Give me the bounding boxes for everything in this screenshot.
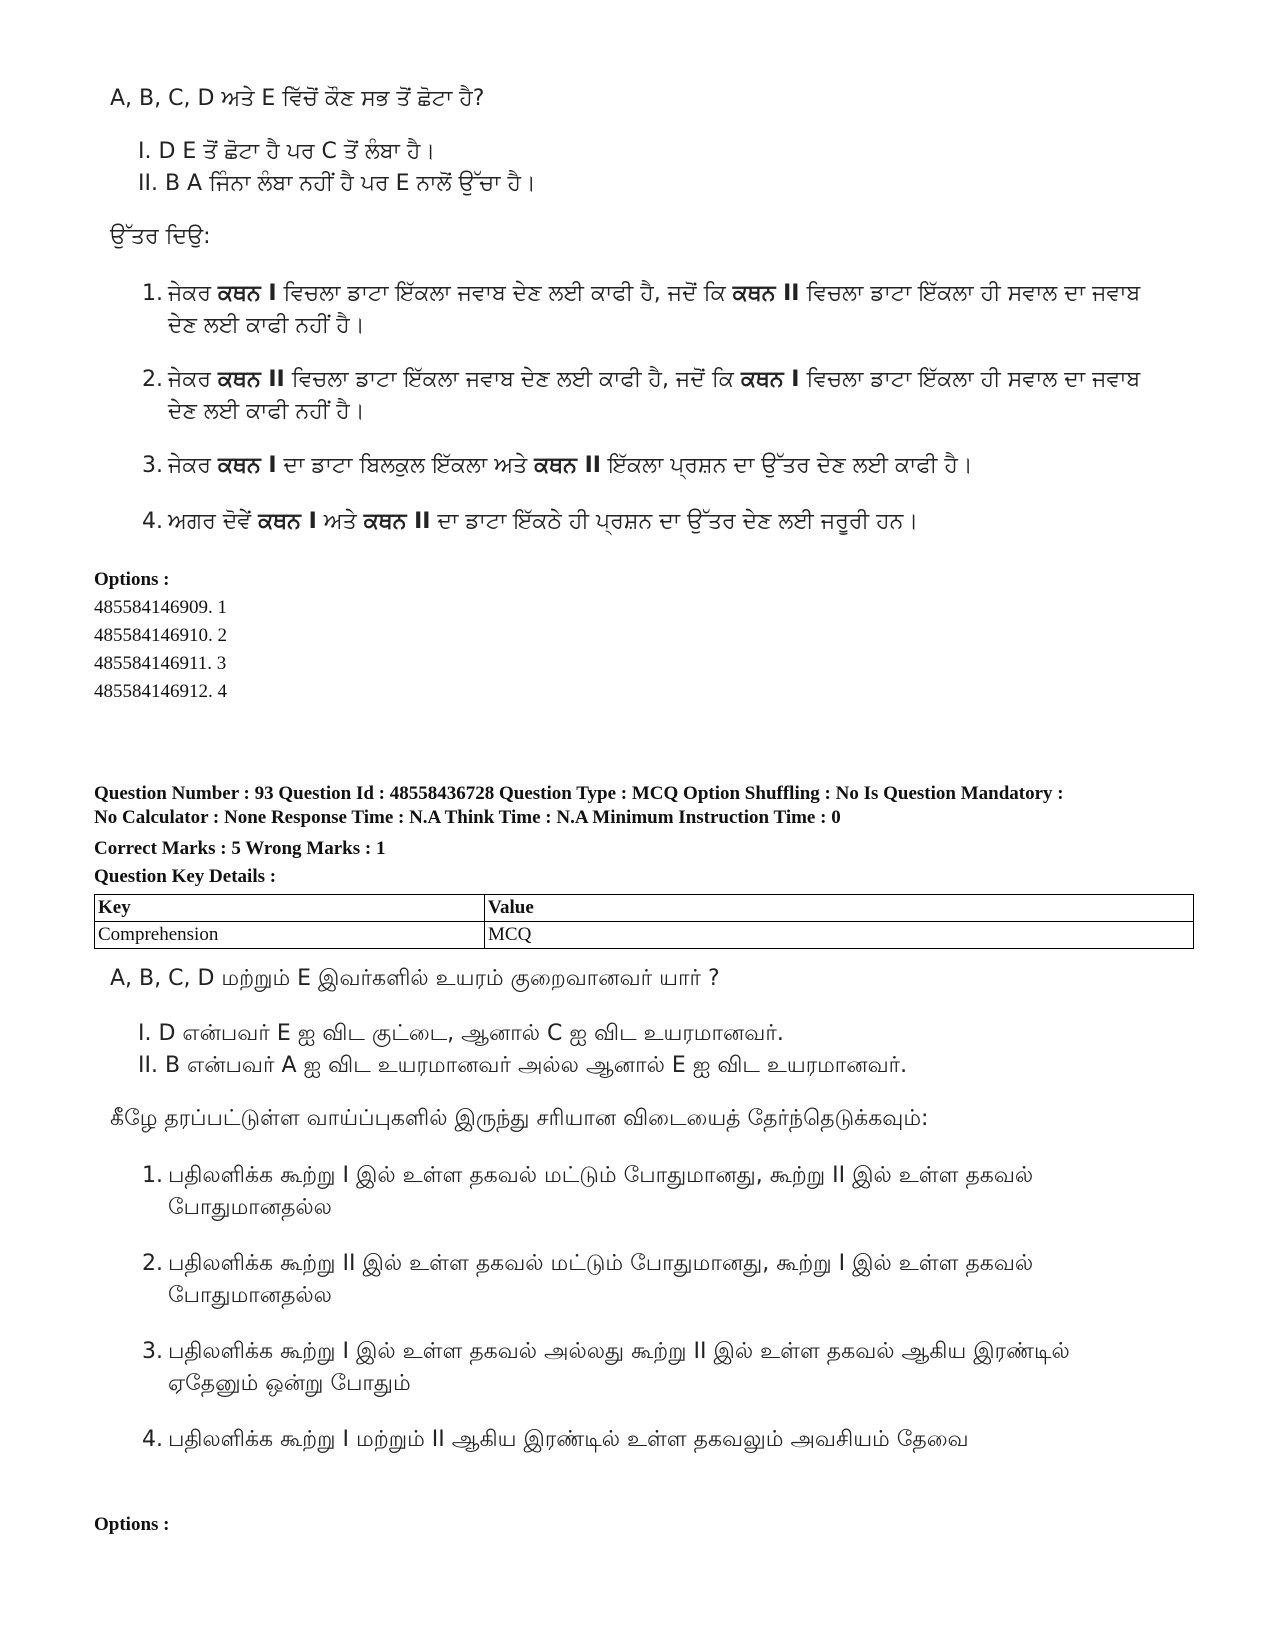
option-text: பதிலளிக்க கூற்று I மற்றும் II ஆகிய இரண்டில் உள்ள தகவலும் அவசியம் தேவை (168, 1427, 969, 1452)
option-text: பதிலளிக்க கூற்று II இல் உள்ள தகவல் மட்டும் போதுமானது, கூற்று I இல் உள்ள தகவல் போதுமானதல்ல (168, 1251, 1034, 1308)
key-details-heading: Question Key Details : (94, 866, 277, 887)
tamil-option-3 (110, 1336, 1070, 1400)
punjabi-option-4 (110, 506, 1210, 538)
options-heading-2: Options : (94, 1514, 170, 1535)
table-cell-value: MCQ (485, 922, 1194, 949)
option-id-1: 485584146909. 1 (94, 597, 227, 618)
option-text: பதிலளிக்க கூற்று I இல் உள்ள தகவல் அல்லது கூற்று II இல் உள்ள தகவல் ஆகிய இரண்டில் ஏதேனும் ஒன்று போதும் (168, 1339, 1070, 1396)
table-header-row (95, 895, 1194, 922)
tamil-question-stem: A, B, C, D மற்றும் E இவர்களில் உயரம் குறைவானவர் யார் ? (110, 966, 720, 991)
option-number: 2. (142, 1251, 163, 1276)
tamil-option-4 (110, 1424, 1070, 1456)
option-id-3: 485584146911. 3 (94, 653, 227, 674)
option-text: பதிலளிக்க கூற்று I இல் உள்ள தகவல் மட்டும் போதுமானது, கூற்று II இல் உள்ள தகவல் போதுமானதல்ல (168, 1163, 1034, 1220)
option-number: 2. (142, 367, 163, 392)
table-row (95, 922, 1194, 949)
tamil-option-2 (110, 1248, 1140, 1312)
question-meta-line-2: No Calculator : None Response Time : N.A Think Time : N.A Minimum Instruction Time : 0 (94, 807, 841, 828)
punjabi-statements (110, 136, 1210, 200)
option-number: 1. (142, 1163, 163, 1188)
option-text: ਜੇਕਰ ਕਥਨ I ਵਿਚਲਾ ਡਾਟਾ ਇੱਕਲਾ ਜਵਾਬ ਦੇਣ ਲਈ ਕਾਫੀ ਹੈ, ਜਦੋਂ ਕਿ ਕਥਨ II ਵਿਚਲਾ ਡਾਟਾ ਇੱਕਲਾ ਹੀ ਸਵਾਲ ਦਾ ਜਵਾਬ ਦੇਣ ਲਈ ਕਾਫੀ ਨਹੀਂ ਹੈ। (168, 281, 1141, 338)
tamil-answer-prompt: கீழே தரப்பட்டுள்ள வாய்ப்புகளில் இருந்து சரியான விடையைத் தேர்ந்தெடுக்கவும்: (110, 1106, 929, 1131)
punjabi-option-3 (110, 450, 1210, 482)
tamil-statement-2: II. B என்பவர் A ஐ விட உயரமானவர் அல்ல ஆனால் E ஐ விட உயரமானவர். (138, 1053, 908, 1078)
tamil-statements (110, 1018, 1210, 1082)
punjabi-option-2 (110, 364, 1150, 428)
punjabi-answer-prompt: ਉੱਤਰ ਦਿਉ: (110, 224, 211, 249)
tamil-statement-1: I. D என்பவர் E ஐ விட குட்டை, ஆனால் C ஐ விட உயரமானவர். (138, 1021, 784, 1046)
question-meta-line-1: Question Number : 93 Question Id : 48558436728 Question Type : MCQ Option Shuffling : No Is Question Mandatory : (94, 783, 1064, 804)
question-meta (94, 782, 1204, 830)
punjabi-question-stem: A, B, C, D ਅਤੇ E ਵਿੱਚੋਂ ਕੌਣ ਸਭ ਤੋਂ ਛੋਟਾ ਹੈ? (110, 86, 485, 111)
table-cell-key: Comprehension (95, 922, 485, 949)
option-number: 3. (142, 1339, 163, 1364)
option-number: 1. (142, 281, 163, 306)
key-details-table (94, 894, 1194, 949)
option-text: ਜੇਕਰ ਕਥਨ II ਵਿਚਲਾ ਡਾਟਾ ਇੱਕਲਾ ਜਵਾਬ ਦੇਣ ਲਈ ਕਾਫੀ ਹੈ, ਜਦੋਂ ਕਿ ਕਥਨ I ਵਿਚਲਾ ਡਾਟਾ ਇੱਕਲਾ ਹੀ ਸਵਾਲ ਦਾ ਜਵਾਬ ਦੇਣ ਲਈ ਕਾਫੀ ਨਹੀਂ ਹੈ। (168, 367, 1141, 424)
option-id-2: 485584146910. 2 (94, 625, 227, 646)
punjabi-option-1 (110, 278, 1150, 342)
option-number: 4. (142, 509, 163, 534)
options-heading: Options : (94, 569, 170, 590)
punjabi-statement-2: II. B A ਜਿੰਨਾ ਲੰਬਾ ਨਹੀਂ ਹੈ ਪਰ E ਨਾਲੋਂ ਉੱਚਾ ਹੈ। (138, 171, 536, 196)
options-list-1 (94, 566, 227, 706)
option-text: ਜੇਕਰ ਕਥਨ I ਦਾ ਡਾਟਾ ਬਿਲਕੁਲ ਇੱਕਲਾ ਅਤੇ ਕਥਨ II ਇੱਕਲਾ ਪ੍ਰਸ਼ਨ ਦਾ ਉੱਤਰ ਦੇਣ ਲਈ ਕਾਫੀ ਹੈ। (168, 453, 973, 478)
option-number: 3. (142, 453, 163, 478)
marks-line: Correct Marks : 5 Wrong Marks : 1 (94, 838, 386, 859)
table-header-value: Value (485, 895, 1194, 922)
punjabi-statement-1: I. D E ਤੋਂ ਛੋਟਾ ਹੈ ਪਰ C ਤੋਂ ਲੰਬਾ ਹੈ। (138, 139, 436, 164)
option-id-4: 485584146912. 4 (94, 681, 227, 702)
table-header-key: Key (95, 895, 485, 922)
option-text: ਅਗਰ ਦੋਵੇਂ ਕਥਨ I ਅਤੇ ਕਥਨ II ਦਾ ਡਾਟਾ ਇੱਕਠੇ ਹੀ ਪ੍ਰਸ਼ਨ ਦਾ ਉੱਤਰ ਦੇਣ ਲਈ ਜਰੂਰੀ ਹਨ। (168, 509, 919, 534)
option-number: 4. (142, 1427, 163, 1452)
tamil-option-1 (110, 1160, 1140, 1224)
